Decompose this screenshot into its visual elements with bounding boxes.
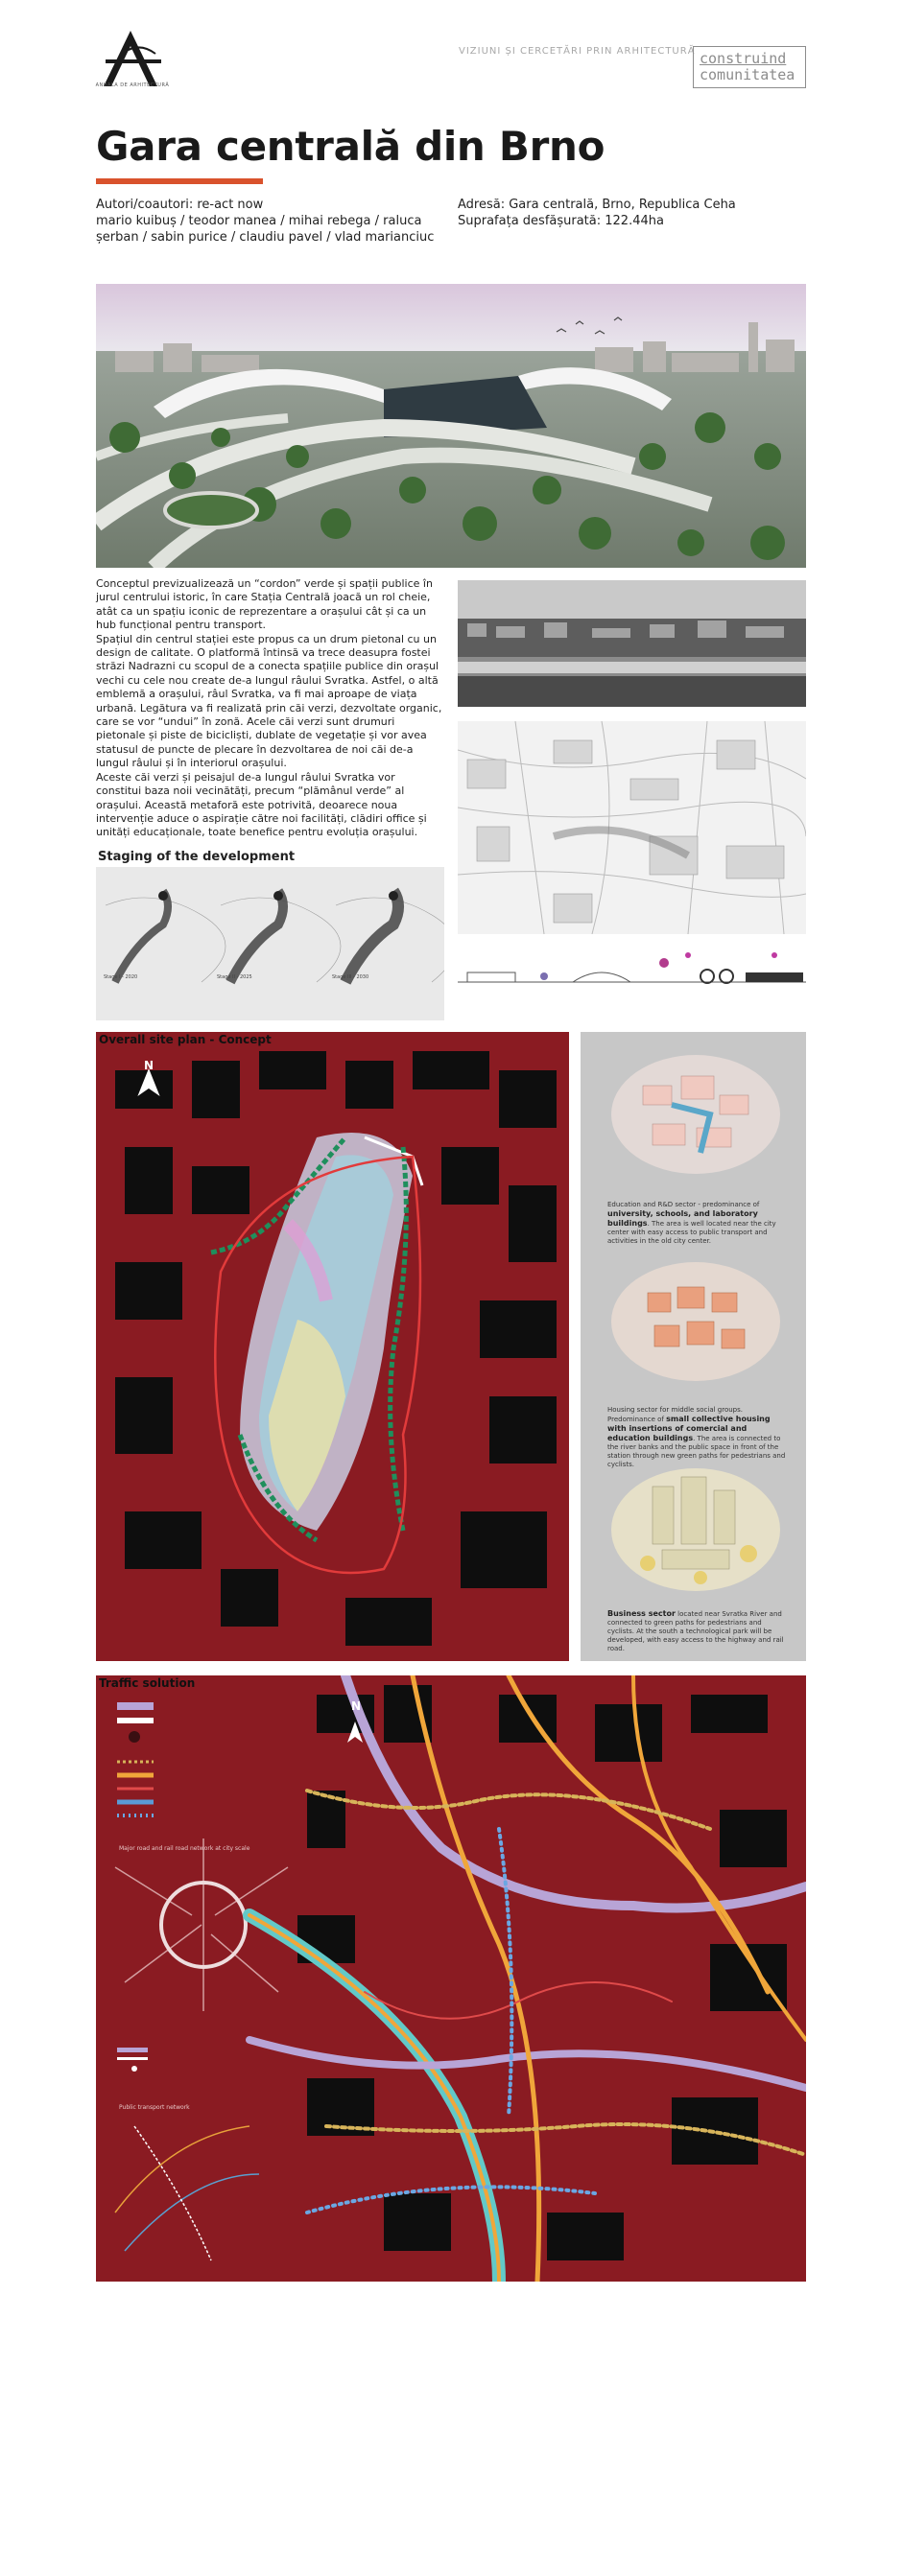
- cross-section-diagram: [458, 944, 806, 1011]
- inset-caption: Public transport network: [119, 2104, 190, 2111]
- sector-description: [607, 1201, 790, 1246]
- authors-line: mario kuibuș / teodor manea / mihai rebega / raluca: [96, 214, 422, 228]
- description-paragraph: Conceptul previzualizează un “cordon” verde și spații publice în jurul centrului istoric, în care Stația Centrală joacă un rol cheie, atât ca un spațiu iconic de reprezentare a orașului cât și ca un hub funcțional pentru transport.: [96, 577, 433, 632]
- staging-diagrams: [96, 867, 444, 1020]
- traffic-title: Traffic solution: [99, 1676, 196, 1690]
- north-label: N: [351, 1699, 362, 1713]
- inset-caption: Major road and rail road network at city scale: [119, 1845, 250, 1852]
- sector-emphasis: university, schools, and laboratory buildings: [607, 1209, 758, 1228]
- education-sector-diagram: [605, 1047, 787, 1182]
- tagline: VIZIUNI ȘI CERCETĂRI PRIN ARHITECTURĂ: [459, 46, 696, 57]
- traffic-map: [96, 1675, 806, 2282]
- partner-logo-line1: construind: [700, 50, 787, 67]
- location-block: [458, 197, 813, 229]
- sector-emphasis: small collective housing with insertions of comercial and education buildings: [607, 1415, 771, 1442]
- partner-logo: [693, 46, 806, 88]
- sector-rest: . The area is connected to the river banks and the public space in front of the station through new green paths for pedestrians and cyclists.: [607, 1435, 786, 1468]
- logo-caption: ANUALA DE ARHITECTURĂ: [95, 82, 170, 88]
- page-title: Gara centrală din Brno: [96, 123, 605, 170]
- project-description: [96, 577, 443, 840]
- site-plan-map: [96, 1032, 569, 1661]
- description-paragraph: Aceste căi verzi și peisajul de-a lungul râului Svratka vor constitui baza noii vecinătăți, precum “plămânul verde” al orașului. Această metaforă este potrivită, deoarece noua intervenție aduce o aspirație către noi facilități, clădiri office și unități educaționale, toate benefice pentru evoluția orașului.: [96, 770, 427, 839]
- sector-rest: located near Svratka River and connected to green paths for pedestrians and cyclists. At the south a technological park will be developed, with easy access to the highway and rail road.: [607, 1610, 784, 1652]
- sector-rest: . The area is well located near the city center with easy access to public transport and activities in the old city center.: [607, 1220, 776, 1245]
- authors-block: [96, 197, 451, 246]
- business-sector-diagram: [605, 1458, 787, 1602]
- housing-sector-diagram: [605, 1254, 787, 1389]
- site-plan-title: Overall site plan - Concept: [99, 1033, 272, 1046]
- partner-logo-line2: comunitatea: [700, 66, 795, 83]
- historic-photo: [458, 580, 806, 707]
- stage-caption: Stage II - 2025: [217, 974, 252, 980]
- authors-label: Autori/coautori: re-act now: [96, 198, 264, 212]
- staging-title: Staging of the development: [98, 850, 296, 864]
- hero-render-image: [96, 284, 806, 568]
- sector-emphasis: Business sector: [607, 1609, 676, 1618]
- address: Adresă: Gara centrală, Brno, Republica Ceha: [458, 198, 736, 212]
- stage-caption: Stage III - 2030: [332, 974, 369, 980]
- area: Suprafața desfășurată: 122.44ha: [458, 214, 664, 228]
- description-paragraph: Spațiul din centrul stației este propus ca un drum pietonal cu un design de calitate. O platformă întinsă va trece deasupra fostei străzi Nadrazni cu scopul de a conecta spațiile publice din orașul vechi cu cele nou create de-a lungul râului Svratka. Astfel, o altă emblemă a orașului, râul Svratka, va fi mai aproape de viața urbană. Legătura va fi realizată prin căi verzi, dezvoltate organic, care se vor “undui” în zonă. Acele căi verzi sunt drumuri pietonale și piste de bicicliști, dublate de vegetație și vor avea statusul de puncte de plecare în dezvoltarea de noi căi de-a lungul râului și în interiorul orașului.: [96, 632, 442, 770]
- sector-panel: [581, 1032, 806, 1661]
- title-underline: [96, 178, 263, 184]
- urban-map: [458, 721, 806, 934]
- sector-lead: Education and R&D sector - predominance of: [607, 1201, 760, 1208]
- sector-description: [607, 1609, 790, 1653]
- sector-lead: Housing sector for middle social groups. Predominance of: [607, 1406, 743, 1423]
- authors-line: șerban / sabin purice / claudiu pavel / vlad marianciuc: [96, 230, 435, 245]
- north-label: N: [144, 1059, 154, 1072]
- stage-caption: Stage I - 2020: [104, 974, 138, 980]
